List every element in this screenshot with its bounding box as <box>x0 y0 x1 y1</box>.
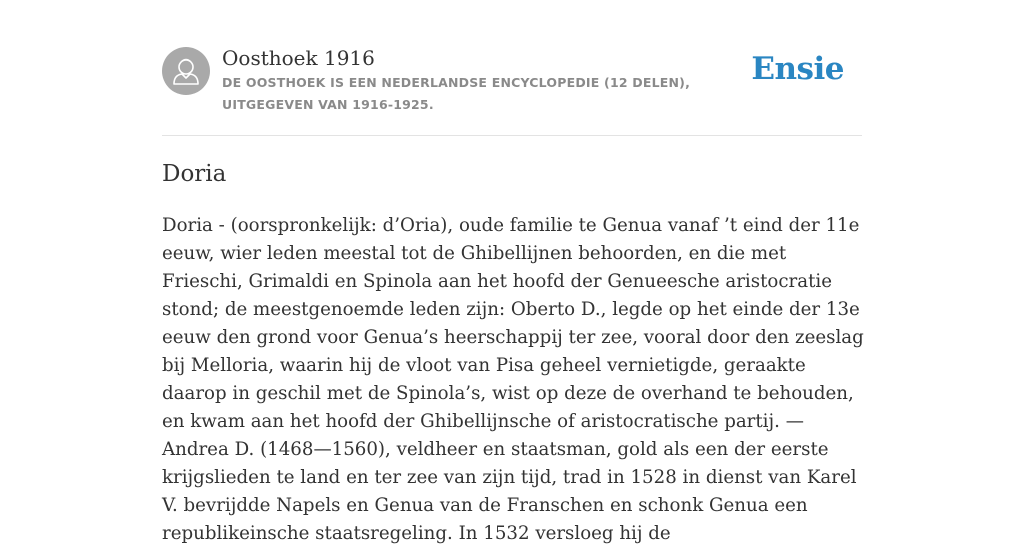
source-description: DE OOSTHOEK IS EEN NEDERLANDSE ENCYCLOPEDIE (12 DELEN), UITGEGEVEN VAN 1916-1925. <box>222 75 691 112</box>
source-header <box>162 44 862 136</box>
avatar <box>162 47 210 95</box>
ensie-logo[interactable]: Ensie <box>751 51 844 87</box>
article-title: Doria <box>162 161 227 187</box>
article-body: Doria - (oorspronkelijk: d’Oria), oude familie te Genua vanaf ’t eind der 11e eeuw, wier leden meestal tot de Ghibellijnen behoorden, en die met Frieschi, Grimaldi en Spinola aan het hoofd der Genueesche aristocratie stond; de meestgenoemde leden zijn: Oberto D., legde op het einde der 13e eeuw den grond voor Genua’s heerschappij ter zee, vooral door den zeeslag bij Melloria, waarin hij de vloot van Pisa geheel vernietigde, geraakte daarop in geschil met de Spinola’s, wist op deze de overhand te behouden, en kwam aan het hoofd der Ghibellijnsche of aristocratische partij. — Andrea D. (1468—1560), veldheer en staatsman, gold als een der eerste krijgslieden te land en ter zee van zijn tijd, trad in 1528 in dienst van Karel V. bevrijdde Napels en Genua van de Franschen en schonk Genua een republikeinsche staatsregeling. In 1532 versloeg hij de <box>162 215 864 544</box>
user-silhouette-icon <box>162 47 210 95</box>
source-title[interactable]: Oosthoek 1916 <box>222 46 375 70</box>
